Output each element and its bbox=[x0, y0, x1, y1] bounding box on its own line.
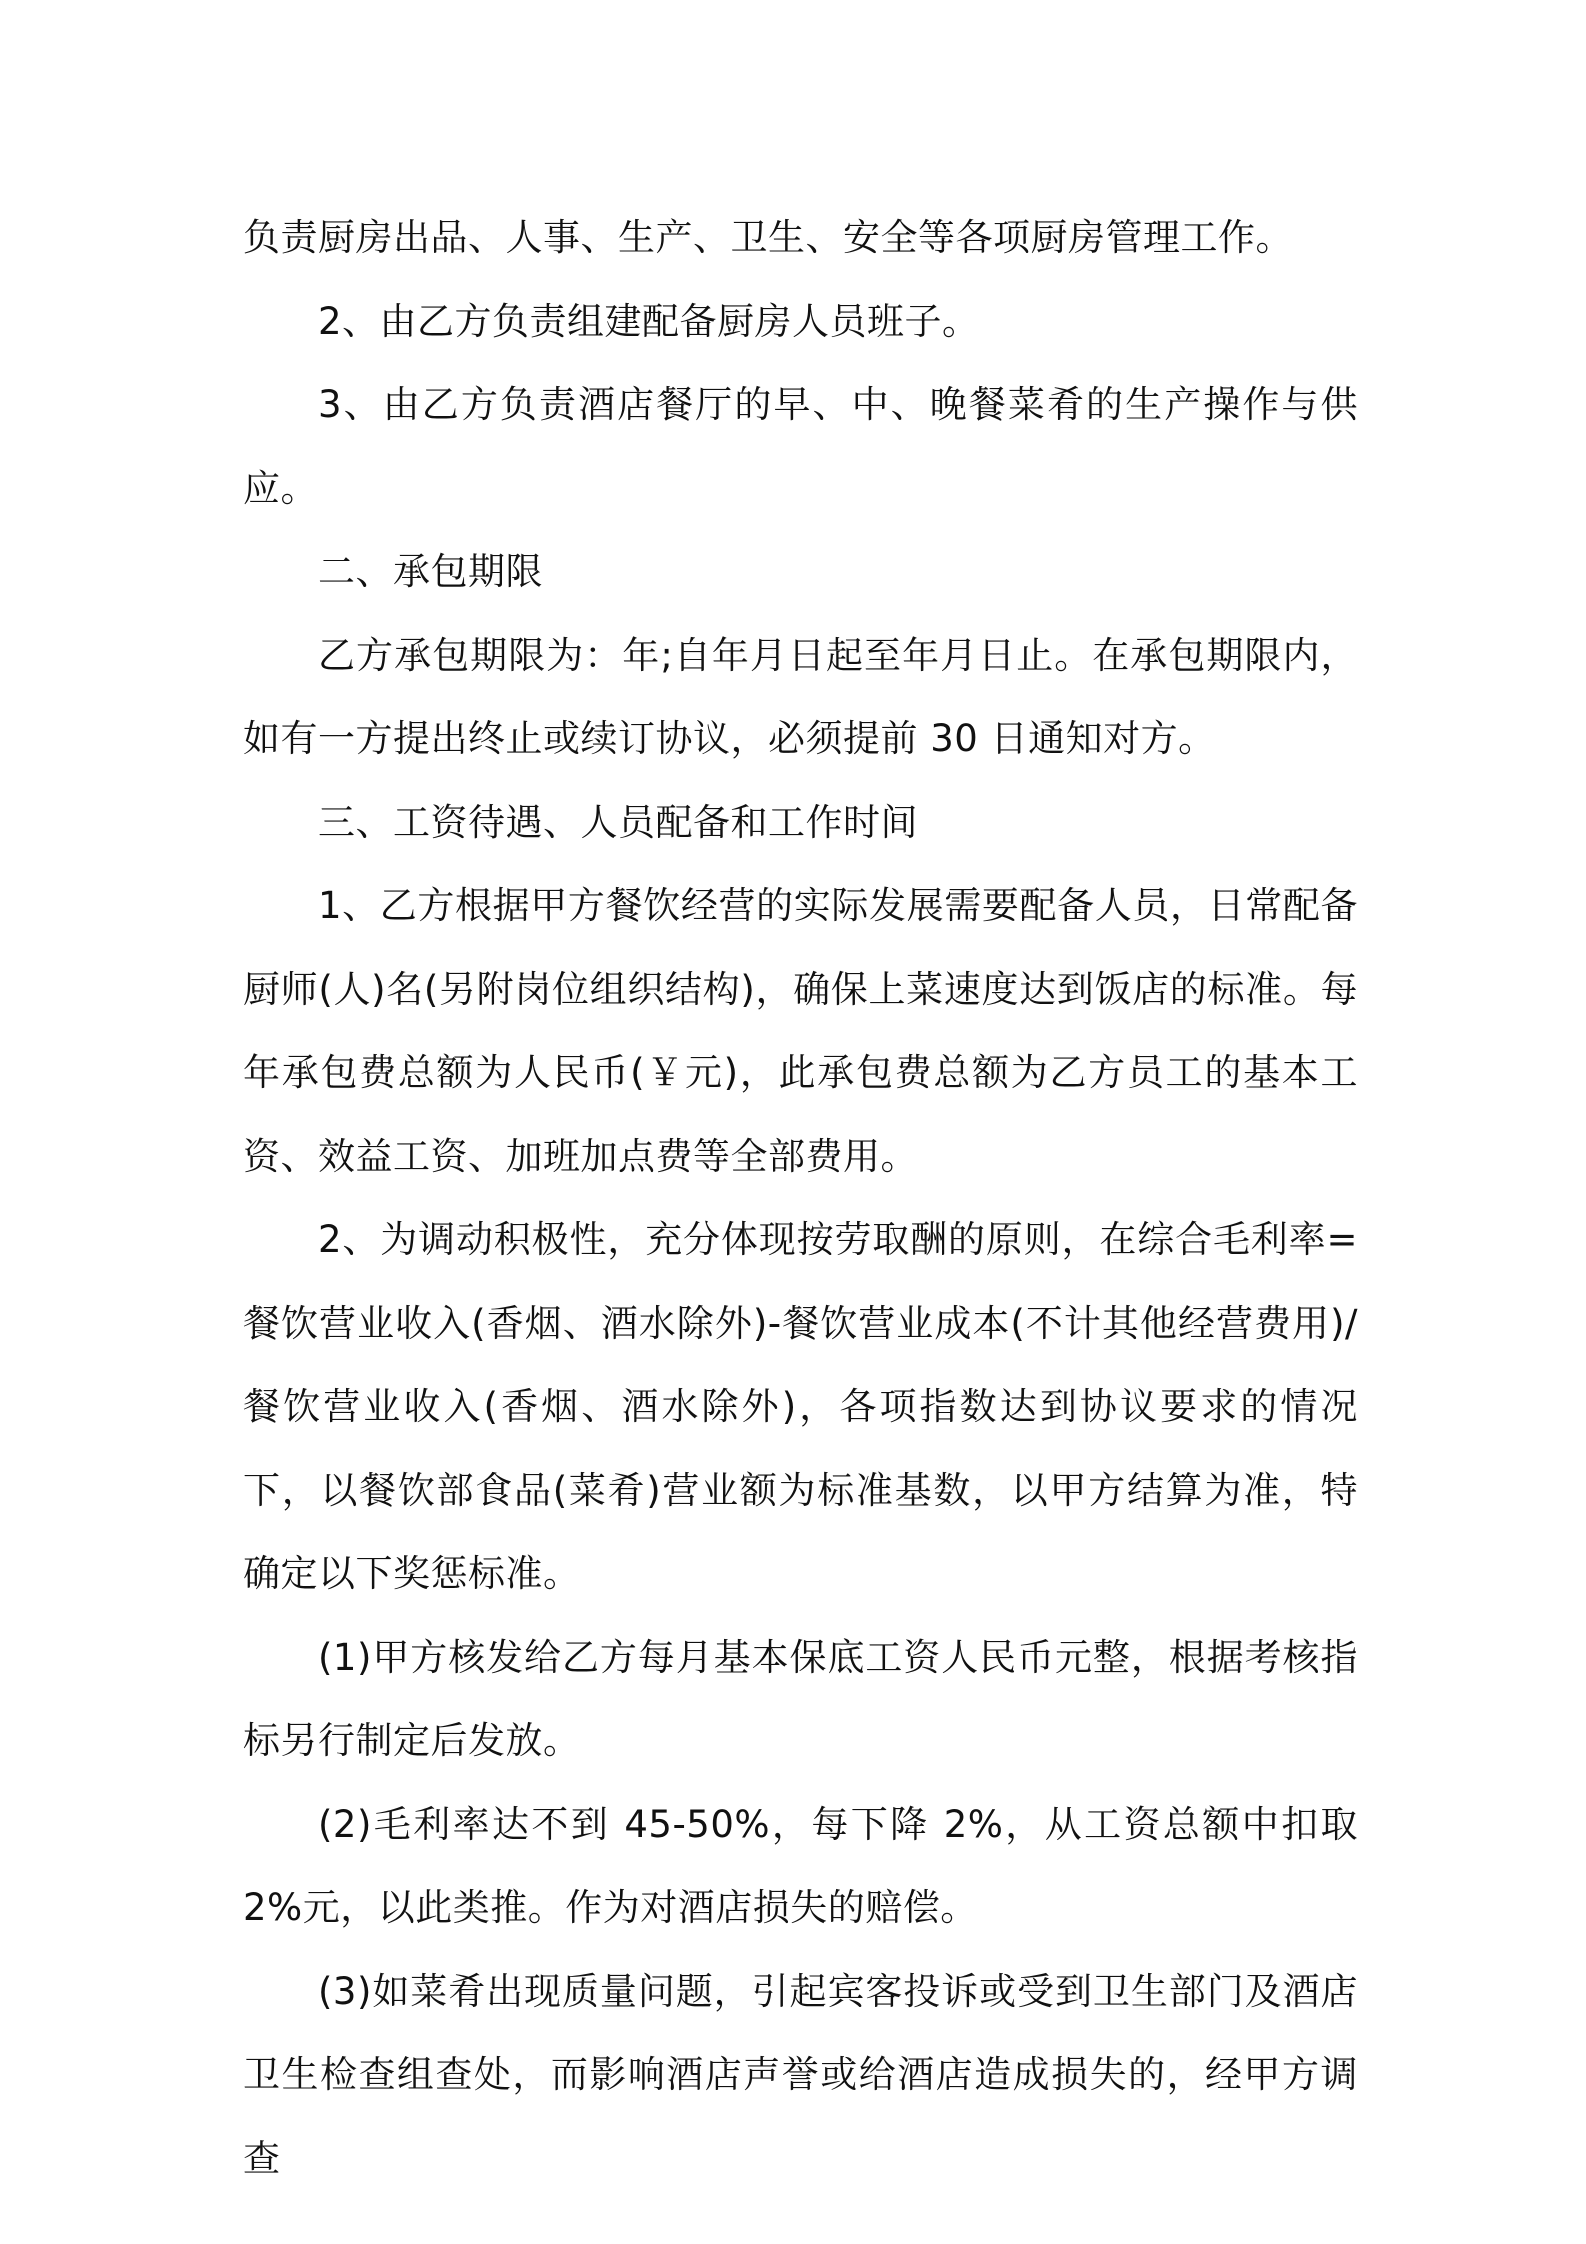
document-body bbox=[243, 196, 1358, 2200]
paragraph-item-2-gross-margin: 2、为调动积极性，充分体现按劳取酬的原则，在综合毛利率=餐饮营业收入(香烟、酒水除外)-餐饮营业成本(不计其他经营费用)/餐饮营业收入(香烟、酒水除外)，各项指数达到协议要求的情况下，以餐饮部食品(菜肴)营业额为标准基数，以甲方结算为准，特确定以下奖惩标准。 bbox=[243, 1218, 1358, 1595]
paragraph-item-3-meals: 3、由乙方负责酒店餐厅的早、中、晚餐菜肴的生产操作与供应。 bbox=[243, 383, 1358, 510]
paragraph-item-2-staffing: 2、由乙方负责组建配备厨房人员班子。 bbox=[318, 299, 980, 343]
paragraph-sub-3-quality-issues: (3)如菜肴出现质量问题，引起宾客投诉或受到卫生部门及酒店卫生检查组查处，而影响酒店声誉或给酒店造成损失的，经甲方调查 bbox=[243, 1969, 1358, 2180]
paragraph-contract-term: 乙方承包期限为：年;自年月日起至年月日止。在承包期限内，如有一方提出终止或续订协议，必须提前 30 日通知对方。 bbox=[243, 633, 1358, 760]
paragraph-sub-1-base-wage: (1)甲方核发给乙方每月基本保底工资人民币元整，根据考核指标另行制定后发放。 bbox=[243, 1635, 1358, 1762]
paragraph-item-1-staff-fees: 1、乙方根据甲方餐饮经营的实际发展需要配备人员，日常配备厨师(人)名(另附岗位组织结构)，确保上菜速度达到饭店的标准。每年承包费总额为人民币(￥元)，此承包费总额为乙方员工的基本工资、效益工资、加班加点费等全部费用。 bbox=[243, 884, 1358, 1178]
section-heading-contract-term: 二、承包期限 bbox=[318, 550, 543, 593]
paragraph-sub-2-margin-penalty: (2)毛利率达不到 45-50%，每下降 2%，从工资总额中扣取 2%元，以此类推。作为对酒店损失的赔偿。 bbox=[243, 1802, 1358, 1929]
paragraph-kitchen-management: 负责厨房出品、人事、生产、卫生、安全等各项厨房管理工作。 bbox=[243, 216, 1293, 259]
section-heading-wages-staffing-hours: 三、工资待遇、人员配备和工作时间 bbox=[318, 800, 918, 844]
